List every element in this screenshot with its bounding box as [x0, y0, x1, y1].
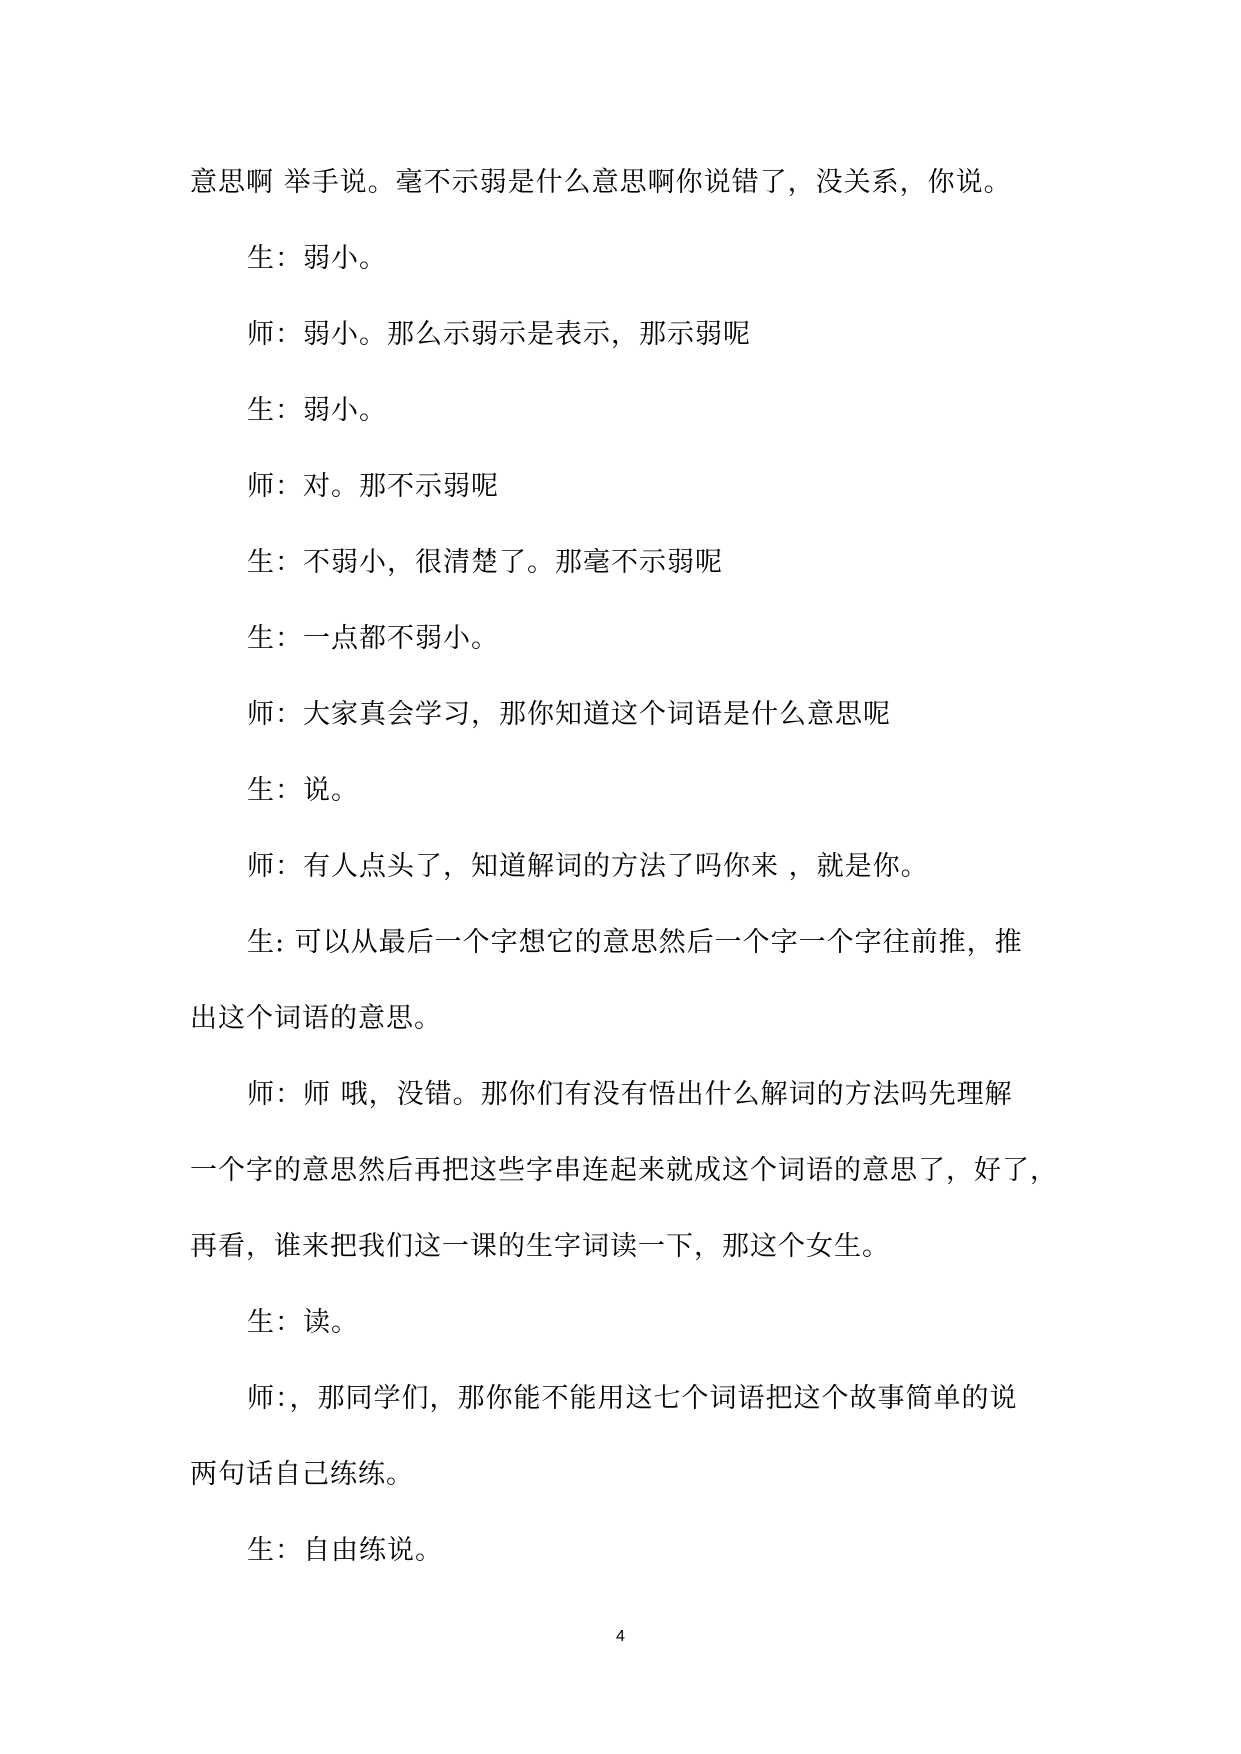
text-line: 生：自由练说。 — [247, 1535, 443, 1566]
text-line: 再看，谁来把我们这一课的生字词读一下，那这个女生。 — [190, 1231, 890, 1262]
text-line: 师：对。那不示弱呢 — [247, 471, 499, 502]
document-body — [190, 145, 1060, 1589]
text-line: 师：师 哦，没错。那你们有没有悟出什么解词的方法吗先理解 — [247, 1079, 1013, 1110]
text-line: 出这个词语的意思。 — [190, 1003, 442, 1034]
text-line: 意思啊 举手说。毫不示弱是什么意思啊你说错了，没关系，你说。 — [190, 167, 1012, 198]
text-line: 两句话自己练练。 — [190, 1459, 414, 1490]
text-line: 师：大家真会学习，那你知道这个词语是什么意思呢 — [247, 699, 891, 730]
text-line: 生：说。 — [247, 775, 359, 806]
text-line: 师：，那同学们，那你能不能用这七个词语把这个故事简单的说 — [247, 1383, 1018, 1414]
text-line: 生：弱小。 — [247, 243, 387, 274]
page-number: 4 — [616, 1628, 625, 1645]
text-line: 生：弱小。 — [247, 395, 387, 426]
text-line: 一个字的意思然后再把这些字串连起来就成这个词语的意思了，好了， — [190, 1155, 1058, 1186]
text-line: 生：不弱小，很清楚了。那毫不示弱呢 — [247, 547, 723, 578]
text-line: 生：读。 — [247, 1307, 359, 1338]
text-line: 生: 可以从最后一个字想它的意思然后一个字一个字往前推，推 — [247, 927, 1023, 958]
text-line: 师：弱小。那么示弱示是表示，那示弱呢 — [247, 319, 751, 350]
text-line: 生：一点都不弱小。 — [247, 623, 499, 654]
text-line: 师：有人点头了，知道解词的方法了吗你来 ，就是你。 — [247, 851, 929, 882]
